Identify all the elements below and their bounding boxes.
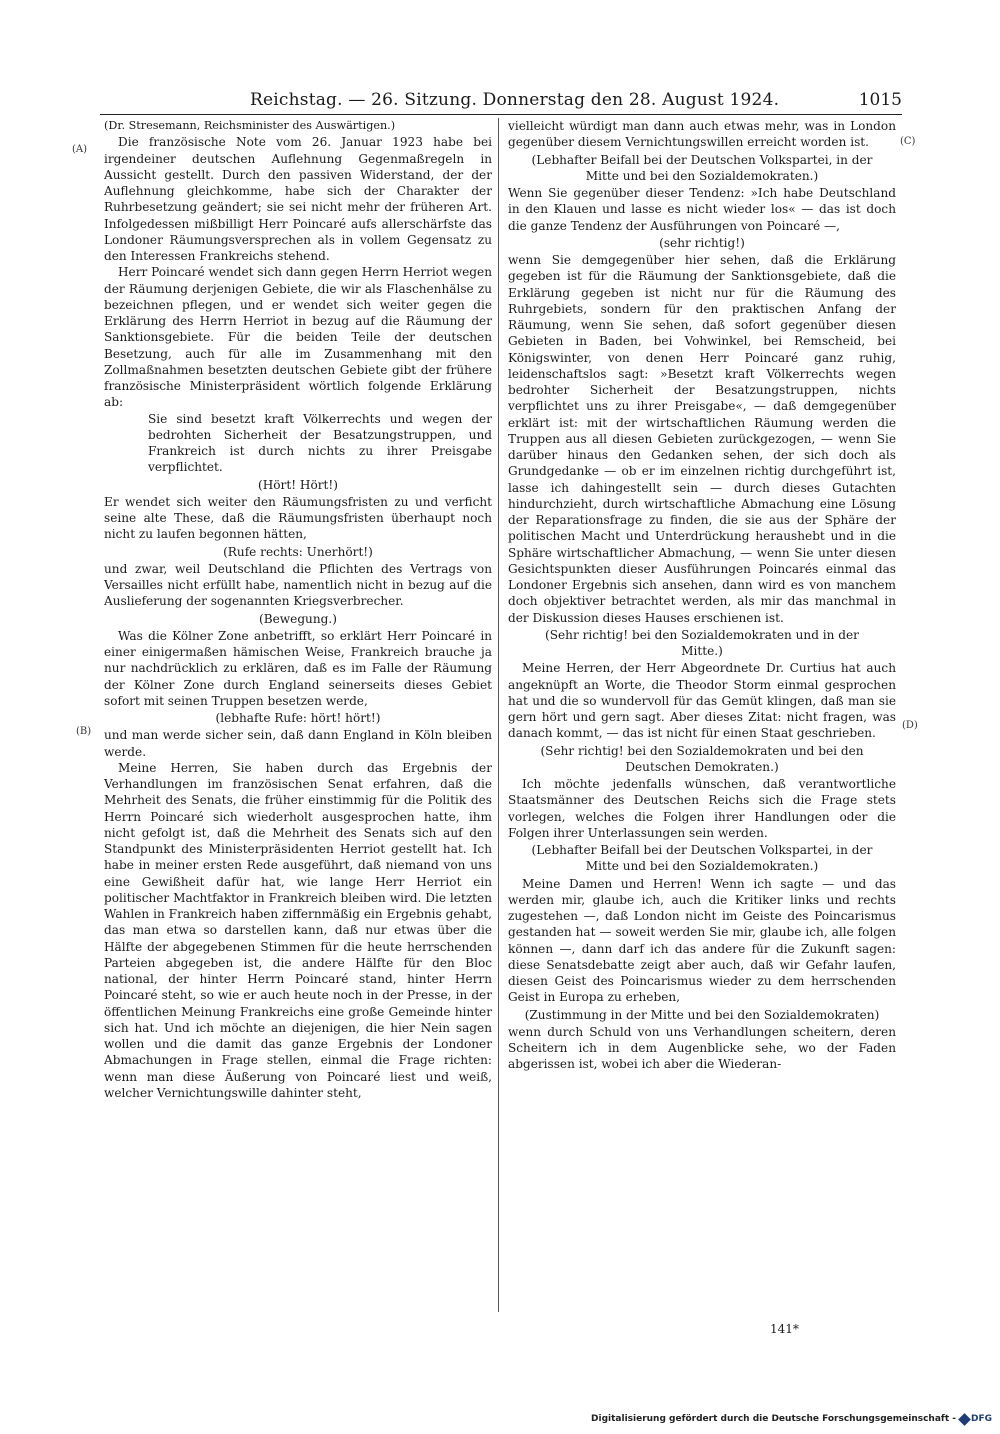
dfg-logo-icon: [958, 1413, 971, 1426]
page-number: 1015: [858, 90, 902, 110]
paragraph: und zwar, weil Deutschland die Pflichten des Vertrags von Versailles nicht erfüllt habe, namentlich nicht in bezug auf die Auslieferung der sogenannten Kriegsverbrecher.: [104, 561, 492, 609]
margin-marker-b: (B): [76, 726, 92, 737]
margin-marker-a: (A): [72, 144, 88, 155]
paragraph: Wenn Sie gegenüber dieser Tendenz: »Ich habe Deutschland in den Klauen und lasse es nicht wieder los« — das ist doch die ganze Tendenz der Ausführungen von Poincaré —,: [508, 186, 896, 233]
speaker-line: (Dr. Stresemann, Reichsminister des Auswärtigen.): [104, 119, 396, 132]
page-header: [100, 88, 902, 115]
footer: [591, 1412, 992, 1426]
paragraph: vielleicht würdigt man dann auch etwas mehr, was in London gegenüber diesem Vernichtungswillen erreicht worden ist.: [508, 119, 896, 150]
interjection: (Lebhafter Beifall bei der Deutschen Volkspartei, in der Mitte und bei den Sozialdemokraten.): [531, 843, 873, 874]
interjection: (Bewegung.): [259, 611, 337, 626]
paragraph: und man werde sicher sein, daß dann England in Köln bleiben werde.: [104, 728, 492, 759]
paragraph: Die französische Note vom 26. Januar 1923 habe bei irgendeiner deutschen Auflehnung Gegenmaßregeln in Aussicht gestellt. Durch den passiven Widerstand, der der Auflehnung gleichkomme, habe sich der Charakter der Ruhrbesetzung geändert; sie sei nicht mehr der früheren Art. Infolgedessen mißbilligt Herr Poincaré aufs allerschärfste das Londoner Räumungsversprechen als in vollem Gegensatz zu den Interessen Frankreichs stehend.: [104, 135, 492, 263]
interjection: (Sehr richtig! bei den Sozialdemokraten und in der Mitte.): [545, 627, 859, 658]
paragraph: Ich möchte jedenfalls wünschen, daß verantwortliche Staatsmänner des Deutschen Reichs sich die Frage stets vorlegen, welches die Folgen ihrer Handlungen oder die Folgen ihrer Unterlassungen sein werden.: [508, 777, 896, 840]
header-title: Reichstag. — 26. Sitzung. Donnerstag den 28. August 1924.: [250, 90, 780, 110]
interjection: (sehr richtig!): [659, 235, 745, 250]
interjection: (Hört! Hört!): [258, 477, 338, 492]
dfg-logo: [960, 1414, 992, 1424]
interjection: (Rufe rechts: Unerhört!): [223, 544, 373, 559]
dfg-logo-text: DFG: [970, 1414, 992, 1424]
paragraph: Herr Poincaré wendet sich dann gegen Herrn Herriot wegen der Räumung derjenigen Gebiete, die wir als Flaschenhälse zu bezeichnen pflegen, und er wendet sich weiter gegen die Erklärung des Herrn Herriot in bezug auf die Räumung der Sanktionsgebiete. Für die beiden Teile der deutschen Besetzung, auch für alle im Zusammenhang mit den Zollmaßnahmen besetzten deutschen Gebiete gibt der frühere französische Ministerpräsident wörtlich folgende Erklärung ab:: [104, 265, 492, 410]
interjection: (Zustimmung in der Mitte und bei den Sozialdemokraten): [524, 1007, 880, 1022]
paragraph: Meine Herren, Sie haben durch das Ergebnis der Verhandlungen im französischen Senat erfahren, daß die Mehrheit des Senats, die früher einstimmig für die Politik des Herrn Poincaré sich wiederholt ausgesprochen hatte, ihm nicht gefolgt ist, daß die Mehrheit des Senats sich auf den Standpunkt des Ministerpräsidenten Herriot gestellt hat. Ich habe in meiner ersten Rede ausgeführt, daß niemand von uns eine Gewißheit dafür hat, wie lange Herr Herriot ein politischer Machtfaktor in Frankreich bleiben wird. Die letzten Wahlen in Frankreich haben ziffernmäßig ein Ergebnis gehabt, das man etwa so darstellen kann, daß nur etwas über die Hälfte der abgegebenen Stimmen für die heute herrschenden Parteien abgegeben ist, die andere Hälfte für den Bloc national, der hinter Herrn Poincaré stand, hinter Herrn Poincaré steht, so wie er auch heute noch in der Presse, in der öffentlichen Meinung Frankreichs eine große Gemeinde hinter sich hat. Und ich möchte an diejenigen, die hier Nein sagen wollen und die damit das ganze Ergebnis der Londoner Abmachungen in Frage stellen, einmal die Frage richten: wenn man diese Äußerung von Poincaré liest und weiß, welcher Vernichtungswille dahinter steht,: [104, 760, 492, 1100]
interjection: (Sehr richtig! bei den Sozialdemokraten und bei den Deutschen Demokraten.): [540, 743, 864, 774]
signature-mark: 141*: [770, 1322, 799, 1336]
right-column: [508, 118, 896, 1073]
margin-marker-d: (D): [902, 720, 918, 731]
paragraph: Meine Herren, der Herr Abgeordnete Dr. Curtius hat auch angeknüpft an Worte, die Theodor Storm einmal gesprochen hat und die so wundervoll für das Gemüt klingen, daß man sie gern hört und gern sagt. Aber dieses Zitat: nicht fragen, was danach kommt, — das ist nicht für einen Staat geschrieben.: [508, 661, 896, 741]
paragraph: wenn durch Schuld von uns Verhandlungen scheitern, deren Scheitern ich in dem Augenblicke sehe, wo der Faden abgerissen ist, wobei ich aber die Wiederan-: [508, 1024, 896, 1072]
interjection: (Lebhafter Beifall bei der Deutschen Volkspartei, in der Mitte und bei den Sozialdemokraten.): [531, 152, 873, 183]
interjection: (lebhafte Rufe: hört! hört!): [215, 711, 381, 725]
paragraph: Er wendet sich weiter den Räumungsfristen zu und verficht seine alte These, daß die Räumungsfristen überhaupt noch nicht zu laufen begonnen hätten,: [104, 494, 492, 542]
paragraph: wenn Sie demgegenüber hier sehen, daß die Erklärung gegeben ist für die Räumung der Sanktionsgebiete, daß die Erklärung gegeben ist nicht nur für die Räumung des Ruhrgebiets, sondern für den praktischen Anfang der Räumung, wenn Sie sehen, daß sofort gegenüber diesen Gebieten in Baden, bei Vohwinkel, bei Remscheid, bei Königswinter, von denen Herr Poincaré ganz ruhig, leidenschaftslos sagt: »Besetzt kraft Völkerrechts wegen bedrohter Sicherheit der Besatzungstruppen, nichts verpflichtet uns zu ihrer Preisgabe«, — daß demgegenüber erklärt ist: mit der wirtschaftlichen Räumung werden die Truppen aus all diesen Gebieten zurückgezogen, — wenn Sie darüber hinaus den Gedanken sehen, der sich doch als Grundgedanke — ob er im einzelnen richtig durchgeführt ist, lasse ich dahingestellt sein — durch dieses Gutachten hindurchzieht, durch wirtschaftliche Abmachung eine Lösung der Reparationsfrage zu finden, die sie aus der Sphäre der politischen Macht und Unterdrückung heraushebt und in die Sphäre wirtschaftlicher Abmachung, — wenn Sie unter diesen Gesichtspunkten dieser Ausführungen Poincarés einmal das Londoner Ergebnis sich ansehen, dann wird es von manchem doch objektiver betrachtet werden, als mir das manchmal in der Diskussion dieses Hauses erschienen ist.: [508, 253, 896, 625]
paragraph: Sie sind besetzt kraft Völkerrechts und wegen der bedrohten Sicherheit der Besatzungstruppen, und Frankreich ist durch nichts zu ihrer Preisgabe verpflichtet.: [148, 411, 492, 475]
left-column: [104, 118, 492, 1101]
paragraph: Meine Damen und Herren! Wenn ich sagte — und das werden mir, glaube ich, auch die Kritiker links und rechts zugestehen —, daß London nicht im Geiste des Poincarismus gestanden hat — soweit werden Sie mir, glaube ich, alle folgen können —, dann darf ich das andere für die Zukunft sagen: diese Senatsdebatte zeigt aber auch, daß wir Gefahr laufen, diesen Geist des Poincarismus wieder zu dem herrschenden Geist in Europa zu erheben,: [508, 876, 896, 1005]
column-divider: [498, 118, 499, 1312]
paragraph: Was die Kölner Zone anbetrifft, so erklärt Herr Poincaré in einer einigermaßen hämischen Weise, Frankreich brauche ja nur nachdrücklich zu erklären, daß es im Falle der Räumung der Kölner Zone durch England seinerseits dieses Gebiet sofort mit seinen Truppen besetzen werde,: [104, 628, 492, 708]
footer-credit: Digitalisierung gefördert durch die Deutsche Forschungsgemeinschaft -: [591, 1414, 956, 1424]
margin-marker-c: (C): [900, 136, 916, 147]
